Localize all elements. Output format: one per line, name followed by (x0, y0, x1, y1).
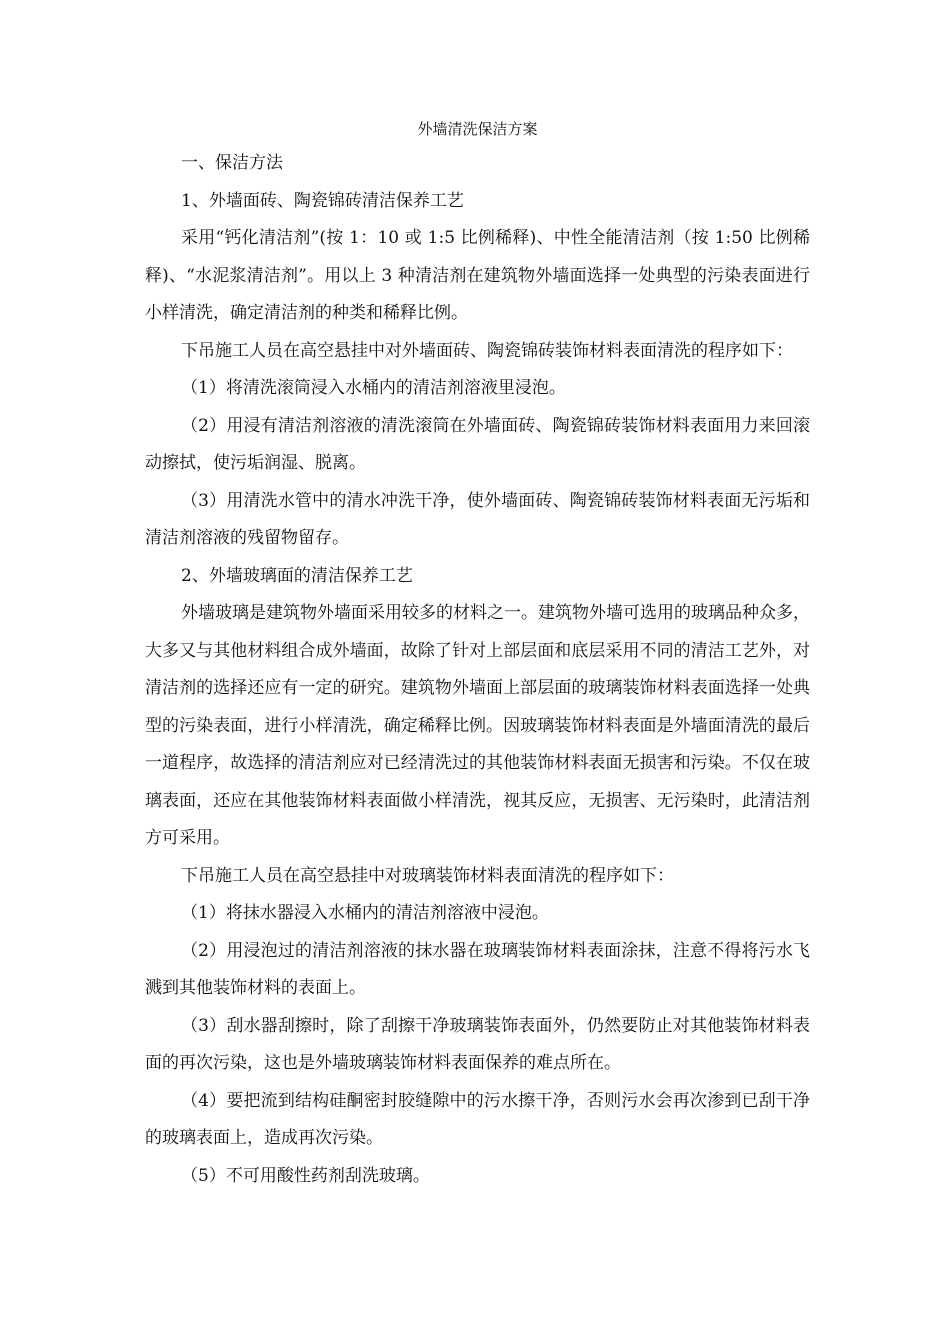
document-title: 外墙清洗保洁方案 (417, 120, 538, 138)
glass-step-1: （1）将抹水器浸入水桶内的清洁剂溶液中浸泡。 (181, 903, 549, 923)
tile-step-1: （1）将清洗滚筒浸入水桶内的清洁剂溶液里浸泡。 (181, 378, 566, 398)
glass-step-2: （2）用浸泡过的清洁剂溶液的抹水器在玻璃装饰材料表面涂抹，注意不得将污水飞溅到其他装饰材料的表面上。 (145, 940, 810, 998)
section-heading-cleaning-method: 一、保洁方法 (181, 153, 283, 173)
document-body (145, 115, 810, 1195)
glass-step-4: （4）要把流到结构硅酮密封胶缝隙中的污水擦干净，否则污水会再次渗到已刮干净的玻璃表面上，造成再次污染。 (145, 1090, 810, 1148)
glass-step-3: （3）刮水器刮擦时，除了刮擦干净玻璃装饰表面外，仍然要防止对其他装饰材料表面的再次污染，这也是外墙玻璃装饰材料表面保养的难点所在。 (145, 1015, 810, 1073)
paragraph-glass-procedure-intro: 下吊施工人员在高空悬挂中对玻璃装饰材料表面清洗的程序如下： (181, 865, 674, 886)
tile-step-3: （3）用清洗水管中的清水冲洗干净，使外墙面砖、陶瓷锦砖装饰材料表面无污垢和清洁剂溶液的残留物留存。 (145, 490, 810, 548)
subsection-heading-glass-cleaning: 2、外墙玻璃面的清洁保养工艺 (181, 565, 413, 586)
paragraph-detergent-selection: 采用“钙化清洁剂”(按 1：10 或 1:5 比例稀释)、中性全能清洁剂（按 1:50 比例稀释)、“水泥浆清洁剂”。用以上 3 种清洁剂在建筑物外墙面选择一处典型的污染表面进行小样清洗，确定清洁剂的种类和稀释比例。 (145, 228, 810, 323)
paragraph-glass-overview: 外墙玻璃是建筑物外墙面采用较多的材料之一。建筑物外墙可选用的玻璃品种众多，大多又与其他材料组合成外墙面，故除了针对上部层面和底层采用不同的清洁工艺外，对清洁剂的选择还应有一定的研究。建筑物外墙面上部层面的玻璃装饰材料表面选择一处典型的污染表面，进行小样清洗，确定稀释比例。因玻璃装饰材料表面是外墙面清洗的最后一道程序，故选择的清洁剂应对已经清洗过的其他装饰材料表面无损害和污染。不仅在玻璃表面，还应在其他装饰材料表面做小样清洗，视其反应，无损害、无污染时，此清洁剂方可采用。 (145, 603, 810, 848)
paragraph-tile-procedure-intro: 下吊施工人员在高空悬挂中对外墙面砖、陶瓷锦砖装饰材料表面清洗的程序如下： (181, 340, 793, 361)
subsection-heading-tile-cleaning: 1、外墙面砖、陶瓷锦砖清洁保养工艺 (181, 190, 464, 211)
glass-step-5: （5）不可用酸性药剂刮洗玻璃。 (181, 1165, 430, 1186)
tile-step-2: （2）用浸有清洁剂溶液的清洗滚筒在外墙面砖、陶瓷锦砖装饰材料表面用力来回滚动擦拭，使污垢润湿、脱离。 (145, 415, 810, 473)
